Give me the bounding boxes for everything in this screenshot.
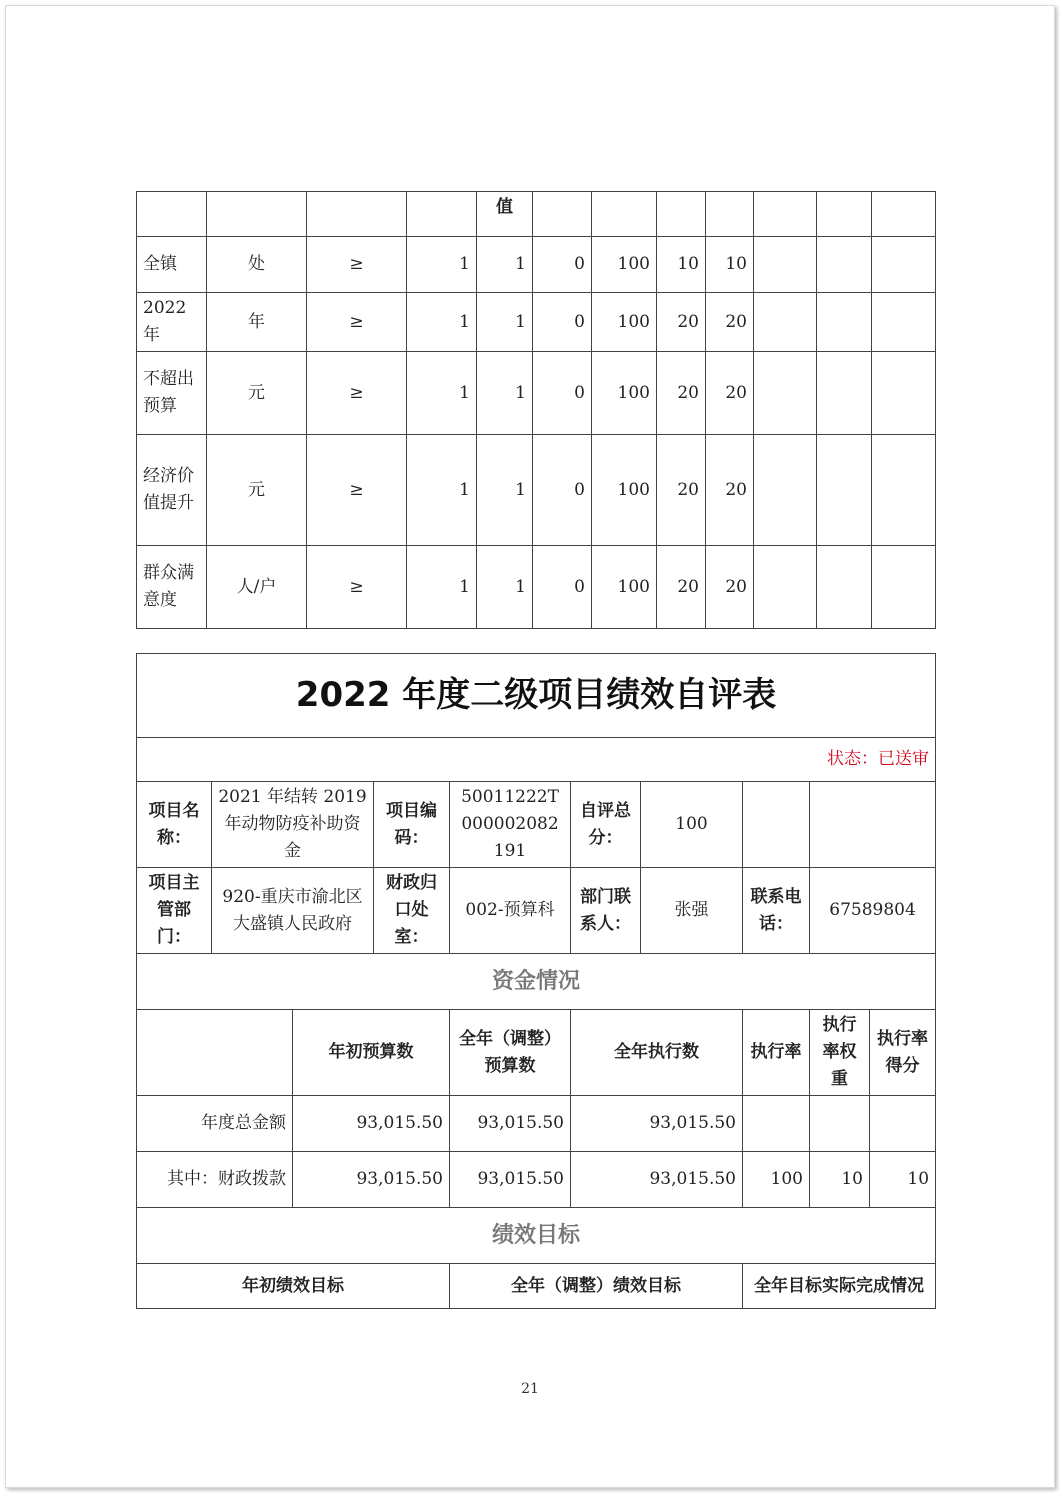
form-title: 2022 年度二级项目绩效自评表 bbox=[137, 654, 936, 738]
cell-f: 20 bbox=[706, 352, 754, 435]
cell-a: 1 bbox=[407, 352, 477, 435]
executed-amount: 93,015.50 bbox=[571, 1152, 743, 1208]
finance-office: 002-预算科 bbox=[450, 868, 571, 954]
header-actual-completion: 全年目标实际完成情况 bbox=[743, 1264, 936, 1309]
cell-b: 1 bbox=[477, 435, 533, 546]
table-row bbox=[137, 1152, 936, 1208]
cell-c: 0 bbox=[533, 237, 592, 293]
department: 920-重庆市渝北区大盛镇人民政府 bbox=[212, 868, 374, 954]
indicator-name: 全镇 bbox=[137, 237, 207, 293]
table-row bbox=[137, 352, 936, 435]
project-name: 2021 年结转 2019 年动物防疫补助资金 bbox=[212, 782, 374, 868]
self-score-label: 自评总分： bbox=[571, 782, 641, 868]
department-label: 项目主管部门： bbox=[137, 868, 212, 954]
operator: ≥ bbox=[307, 435, 407, 546]
exec-rate bbox=[743, 1096, 810, 1152]
executed-amount: 93,015.50 bbox=[571, 1096, 743, 1152]
cell-f: 10 bbox=[706, 237, 754, 293]
initial-budget: 93,015.50 bbox=[293, 1152, 450, 1208]
adjusted-budget: 93,015.50 bbox=[450, 1152, 571, 1208]
adjusted-budget: 93,015.50 bbox=[450, 1096, 571, 1152]
indicator-name: 群众满意度 bbox=[137, 546, 207, 629]
goals-section-title: 绩效目标 bbox=[137, 1208, 936, 1264]
cell-a: 1 bbox=[407, 435, 477, 546]
rate-score: 10 bbox=[870, 1152, 936, 1208]
phone-label: 联系电话： bbox=[743, 868, 810, 954]
project-code: 50011222T000002082191 bbox=[450, 782, 571, 868]
project-code-label: 项目编码： bbox=[374, 782, 450, 868]
table-row bbox=[137, 435, 936, 546]
cell-a: 1 bbox=[407, 293, 477, 352]
unit: 人/户 bbox=[207, 546, 307, 629]
table-header-row bbox=[137, 192, 936, 237]
cell-b: 1 bbox=[477, 546, 533, 629]
cell-d: 100 bbox=[592, 546, 657, 629]
cell-e: 20 bbox=[657, 435, 706, 546]
finance-office-label: 财政归口处室： bbox=[374, 868, 450, 954]
header-value-fragment: 值 bbox=[477, 192, 533, 237]
unit: 处 bbox=[207, 237, 307, 293]
header-adjusted-goals: 全年（调整）绩效目标 bbox=[450, 1264, 743, 1309]
cell-e: 10 bbox=[657, 237, 706, 293]
operator: ≥ bbox=[307, 237, 407, 293]
indicator-name: 不超出预算 bbox=[137, 352, 207, 435]
cell-c: 0 bbox=[533, 546, 592, 629]
header-rate-weight: 执行率权重 bbox=[810, 1010, 870, 1096]
table-row bbox=[137, 546, 936, 629]
funds-section-title: 资金情况 bbox=[137, 954, 936, 1010]
row-label: 年度总金额 bbox=[137, 1096, 293, 1152]
contact-person: 张强 bbox=[641, 868, 743, 954]
header-exec-rate: 执行率 bbox=[743, 1010, 810, 1096]
cell-d: 100 bbox=[592, 352, 657, 435]
status-row bbox=[137, 738, 936, 782]
department-info-row bbox=[137, 868, 936, 954]
operator: ≥ bbox=[307, 546, 407, 629]
cell-b: 1 bbox=[477, 237, 533, 293]
header-adjusted-budget: 全年（调整）预算数 bbox=[450, 1010, 571, 1096]
project-info-row bbox=[137, 782, 936, 868]
table-row bbox=[137, 237, 936, 293]
initial-budget: 93,015.50 bbox=[293, 1096, 450, 1152]
rate-weight: 10 bbox=[810, 1152, 870, 1208]
status-badge: 状态：已送审 bbox=[137, 738, 936, 782]
self-score: 100 bbox=[641, 782, 743, 868]
rate-weight bbox=[810, 1096, 870, 1152]
cell-c: 0 bbox=[533, 435, 592, 546]
cell-d: 100 bbox=[592, 293, 657, 352]
operator: ≥ bbox=[307, 293, 407, 352]
unit: 元 bbox=[207, 352, 307, 435]
cell-e: 20 bbox=[657, 352, 706, 435]
indicator-table bbox=[136, 191, 936, 629]
table-row bbox=[137, 293, 936, 352]
header-executed: 全年执行数 bbox=[571, 1010, 743, 1096]
cell-b: 1 bbox=[477, 352, 533, 435]
header-initial-budget: 年初预算数 bbox=[293, 1010, 450, 1096]
unit: 元 bbox=[207, 435, 307, 546]
cell-a: 1 bbox=[407, 546, 477, 629]
cell-d: 100 bbox=[592, 435, 657, 546]
cell-e: 20 bbox=[657, 546, 706, 629]
exec-rate: 100 bbox=[743, 1152, 810, 1208]
indicator-name: 经济价值提升 bbox=[137, 435, 207, 546]
goals-header-row bbox=[137, 1264, 936, 1309]
indicator-name: 2022年 bbox=[137, 293, 207, 352]
funds-header-row bbox=[137, 1010, 936, 1096]
funds-section-row bbox=[137, 954, 936, 1010]
operator: ≥ bbox=[307, 352, 407, 435]
self-evaluation-form bbox=[136, 653, 936, 1309]
phone-number: 67589804 bbox=[810, 868, 936, 954]
cell-c: 0 bbox=[533, 293, 592, 352]
project-name-label: 项目名称： bbox=[137, 782, 212, 868]
cell-e: 20 bbox=[657, 293, 706, 352]
cell-a: 1 bbox=[407, 237, 477, 293]
header-initial-goals: 年初绩效目标 bbox=[137, 1264, 450, 1309]
cell-b: 1 bbox=[477, 293, 533, 352]
header-rate-score: 执行率得分 bbox=[870, 1010, 936, 1096]
cell-f: 20 bbox=[706, 435, 754, 546]
table-row bbox=[137, 1096, 936, 1152]
row-label: 其中：财政拨款 bbox=[137, 1152, 293, 1208]
contact-label: 部门联系人： bbox=[571, 868, 641, 954]
goals-section-row bbox=[137, 1208, 936, 1264]
title-row bbox=[137, 654, 936, 738]
cell-f: 20 bbox=[706, 293, 754, 352]
cell-f: 20 bbox=[706, 546, 754, 629]
page-number: 21 bbox=[521, 1381, 539, 1397]
cell-d: 100 bbox=[592, 237, 657, 293]
cell-c: 0 bbox=[533, 352, 592, 435]
rate-score bbox=[870, 1096, 936, 1152]
unit: 年 bbox=[207, 293, 307, 352]
